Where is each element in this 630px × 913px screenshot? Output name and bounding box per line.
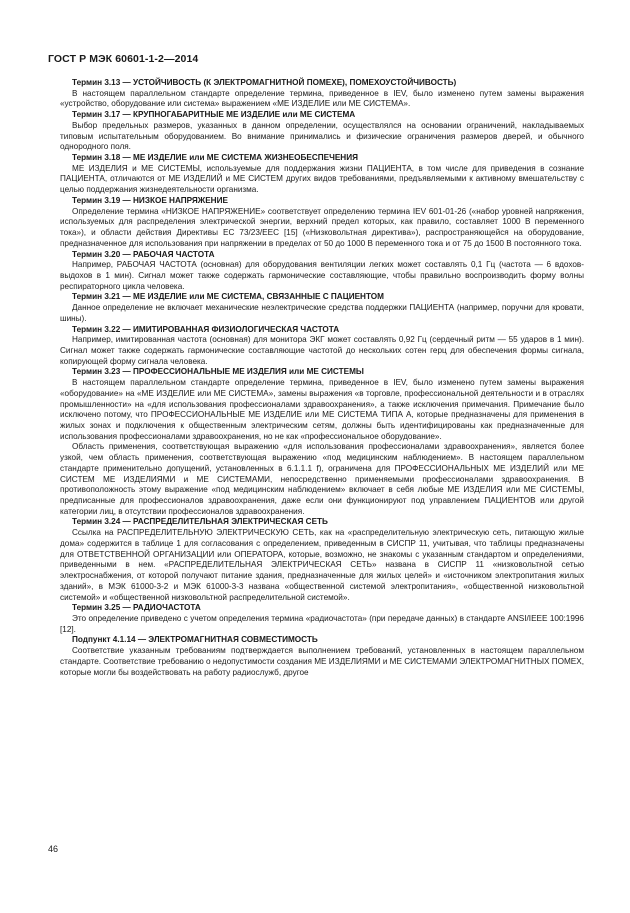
subclause-4-1-14-paragraph: Соответствие указанным требованиям подтверждается выполнением требований, установленных в настоящем параллельном стандарте. Соответствие требованию о недопустимости создания МЕ ИЗДЕЛИЯМИ и МЕ СИСТЕМАМИ ЭЛЕКТРОМАГНИТНЫХ ПОМЕХ, которые могли бы воздействовать на работу радиослужб, другое <box>60 646 584 677</box>
page-header-title: ГОСТ Р МЭК 60601-1-2—2014 <box>48 53 199 65</box>
page-number: 46 <box>48 844 59 854</box>
term-3-20-paragraph: Например, РАБОЧАЯ ЧАСТОТА (основная) для оборудования вентиляции легких может составлять 0,1 Гц (частота — 6 вдохов-выдохов в 1 мин). Сигнал может также содержать гармонические составляющие, чтобы правильно воспроизводить форму волны респираторного цикла человека. <box>60 260 584 291</box>
term-3-22-paragraph: Например, имитированная частота (основная) для монитора ЭКГ может составлять 0,92 Гц (сердечный ритм — 55 ударов в 1 мин). Сигнал может также содержать гармонические составляющие частотой до нескольких сотен герц для обеспечения формы сигнала, копирующей форму сигнала человека. <box>60 335 584 366</box>
term-3-21-paragraph: Данное определение не включает механические неэлектрические средства поддержки ПАЦИЕНТА (например, поручни для кровати, шины). <box>60 303 584 323</box>
subclause-4-1-14-heading: Подпункт 4.1.14 — ЭЛЕКТРОМАГНИТНАЯ СОВМЕСТИМОСТЬ <box>72 635 318 645</box>
term-3-23-heading: Термин 3.23 — ПРОФЕССИОНАЛЬНЫЕ МЕ ИЗДЕЛИЯ или МЕ СИСТЕМЫ <box>72 367 364 377</box>
term-3-24-heading: Термин 3.24 — РАСПРЕДЕЛИТЕЛЬНАЯ ЭЛЕКТРИЧЕСКАЯ СЕТЬ <box>72 517 328 527</box>
term-3-19-paragraph: Определение термина «НИЗКОЕ НАПРЯЖЕНИЕ» соответствует определению термина IEV 601-01-26 («набор уровней напряжения, используемых для распределения электрической энергии, верхний предел которых, как правило, составляет 1000 В переменного тока»), и области действия Директивы ЕС 73/23/ЕЕС [15] («Низковольтная директива»), распространяющейся на оборудование, предназначенное для использования при напряжении в пределах от 50 до 1000 В переменного тока и от 75 до 1500 В постоянного тока. <box>60 206 584 248</box>
term-3-13-paragraph: В настоящем параллельном стандарте определение термина, приведенное в IEV, было изменено путем замены выражения «устройство, оборудование или система» выражением «МЕ ИЗДЕЛИЕ или МЕ СИСТЕМА». <box>60 88 584 109</box>
term-3-17-heading: Термин 3.17 — КРУПНОГАБАРИТНЫЕ МЕ ИЗДЕЛИЕ или МЕ СИСТЕМА <box>72 110 356 120</box>
term-3-19-heading: Термин 3.19 — НИЗКОЕ НАПРЯЖЕНИЕ <box>72 195 228 205</box>
term-3-13-heading: Термин 3.13 — УСТОЙЧИВОСТЬ (К ЭЛЕКТРОМАГНИТНОЙ ПОМЕХЕ), ПОМЕХОУСТОЙЧИВОСТЬ) <box>72 78 457 87</box>
term-3-20-heading: Термин 3.20 — РАБОЧАЯ ЧАСТОТА <box>72 249 215 259</box>
term-3-21-heading: Термин 3.21 — МЕ ИЗДЕЛИЕ или МЕ СИСТЕМА, СВЯЗАННЫЕ С ПАЦИЕНТОМ <box>72 292 384 302</box>
term-3-25-paragraph: Это определение приведено с учетом определения термина «радиочастота» (при передаче данных) в стандарте ANSI/IEEE 100:1996 [12]. <box>60 613 584 634</box>
term-3-24-paragraph: Ссылка на РАСПРЕДЕЛИТЕЛЬНУЮ ЭЛЕКТРИЧЕСКУЮ СЕТЬ, как на «распределительную электрическую сеть, питающую жилые дома» содержится в таблице 1 для согласования с определением, приведенным в СИСПР 11, учитывая, что таблицы предназначены для ОТВЕТСТВЕННОЙ ОРГАНИЗАЦИИ или ОПЕРАТОРА, которые, возможно, не знакомы с указанным стандартом и определениями, приведенными в нем. «РАСПРЕДЕЛИТЕЛЬНАЯ ЭЛЕКТРИЧЕСКАЯ СЕТЬ» названа в СИСПР 11 «низковольтной сетью электроснабжения, от которой получают питание здания, предназначенные для жилых целей» и «источником электропитания жилых зданий», в МЭК 61000-3-2 и МЭК 61000-3-3 названа «общественной системой электропитания», «общественной низковольтной системой» и «общественной низковольтной распределительной системой». <box>60 528 584 602</box>
term-3-17-paragraph: Выбор предельных размеров, указанных в данном определении, осуществлялся на основании ограничений, накладываемых типовым испытательным оборудованием. Во внимание принимались и физические ограничения размеров дверей, и обычного однородного поля. <box>60 120 584 152</box>
term-3-25-heading: Термин 3.25 — РАДИОЧАСТОТА <box>72 603 201 613</box>
term-3-23-paragraph-2: Область применения, соответствующая выражению «для использования профессионалами здравоохранения», является более узкой, чем область применения, соответствующая выражению «под медицинским наблюдением». В настоящем параллельном стандарте применительно допущений, установленных в 6.1.1.1 f), ограничена для ПРОФЕССИОНАЛЬНЫХ МЕ ИЗДЕЛИЙ или МЕ СИСТЕМ МЕ ИЗДЕЛИЯМИ и МЕ СИСТЕМАМИ, непосредственно применяемыми профессионалами здравоохранения. В противоположность этому выражение «под медицинским наблюдением» включает в себя любые МЕ ИЗДЕЛИЯ или МЕ СИСТЕМЫ, предписанные для профессионалов здравоохранения, даже если они функционируют под управлением ПАЦИЕНТОВ или другой категории лиц, в отсутствии профессионалов здравоохранения. <box>60 442 584 516</box>
term-3-22-heading: Термин 3.22 — ИМИТИРОВАННАЯ ФИЗИОЛОГИЧЕСКАЯ ЧАСТОТА <box>72 324 340 334</box>
document-body <box>60 78 584 678</box>
term-3-23-paragraph-1: В настоящем параллельном стандарте определение термина, приведенное в IEV, было изменено путем замены выражения «оборудование» на «МЕ ИЗДЕЛИЕ или МЕ СИСТЕМА», замены выражения «в торговле, профессиональной деятельности и в отраслях промышленности» на «для использования профессионалами здравоохранения», а также исключения примечания. Примечание было исключено потому, что ПРОФЕССИОНАЛЬНЫЕ МЕ ИЗДЕЛИЕ или МЕ СИСТЕМА ТИПА А, которые предназначены для применения в жилых зонах и подключения к общественным электрическим сетям, должны быть идентифицированы как предназначенные для использования профессионалами здравоохранения, но не как «профессиональное оборудование». <box>60 378 584 441</box>
term-3-18-paragraph: МЕ ИЗДЕЛИЯ и МЕ СИСТЕМЫ, используемые для поддержания жизни ПАЦИЕНТА, в том числе для приведения в сознание ПАЦИЕНТА, отличаются от МЕ ИЗДЕЛИЙ и МЕ СИСТЕМ других видов требованиями, предъявляемыми к активному вмешательству с целью поддержания жизнедеятельности организма. <box>60 163 584 195</box>
term-3-18-heading: Термин 3.18 — МЕ ИЗДЕЛИЕ или МЕ СИСТЕМА ЖИЗНЕОБЕСПЕЧЕНИЯ <box>72 153 358 163</box>
